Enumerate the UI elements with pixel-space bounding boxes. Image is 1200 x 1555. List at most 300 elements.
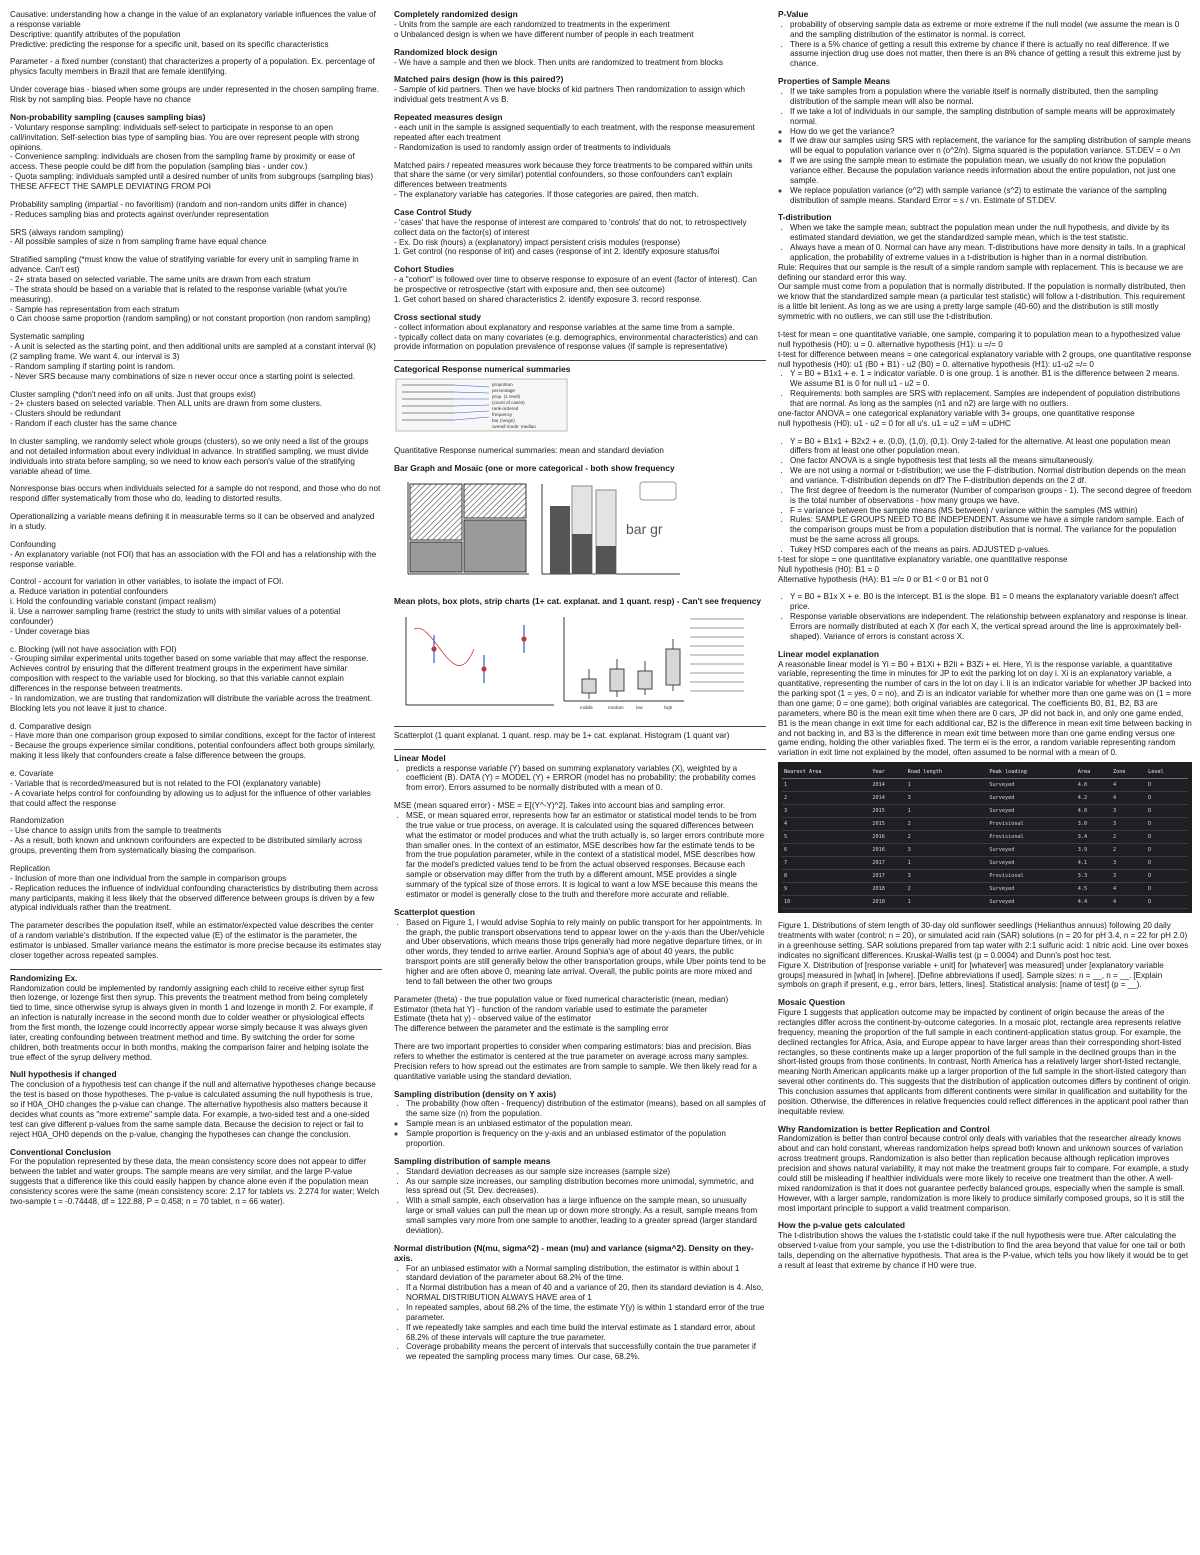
note-line: Figure 1 suggests that application outcome may be impacted by continent of origin because the areas of the rectangles differ across the continent-by-outcome categories. In a mosaic plot, rectangle area represents relative frequency, meaning the proportion of the full sample in each continent-application status group. For example, the declined rectangles for Africa, Asia, and Europe appear to have larger areas than their corresponding short-listed rectangles, so these continents make up a larger proportion of the full sample in the declined groups than in the short-listed groups from those continents. In contrast, North America has a relatively larger short-listed rectangle, meaning North American applicants make up a larger proportion of the full sample in the short-listed category than several other continents do. This suggests that the distribution of application outcomes differs by continent of origin. This conclusion assumes that applicants from different continents were similar in qualification and suitability for the position. Otherwise, the differences in relative frequencies could reflect differences in the applicant pool rather than inequitable review. xyxy=(778,1008,1193,1116)
bullet-item: • Coverage probability means the percent of intervals that successfully contain the true parameter if we repeated the sampling process many times. Our case, 68.2%. xyxy=(406,1342,766,1362)
note-line: The conclusion of a hypothesis test can change if the null and alternative hypotheses change because the test is based on those hypotheses. The p-value is calculated assuming the null hypothesis is true, so if H0A_OH0 changes the p-value can change. The alternative hypothesis also matters because it decides what counts as "more extreme" sample data. For example, a two-sided test and a one-sided test can give different p-values from the same sample data. Because the decision to reject or fail to reject H0A_OH0 depends on the p-value, changing the hypotheses can change the conclusion. xyxy=(10,1080,379,1139)
section-heading: Mosaic Question xyxy=(778,997,846,1008)
note-line: e. Covariate xyxy=(10,769,54,779)
note-section xyxy=(394,113,766,152)
table-cell: Surveyed xyxy=(987,896,1075,909)
table-row xyxy=(782,805,1188,818)
table-cell: D xyxy=(1146,831,1188,844)
note-line: - Replication reduces the influence of individual confounding characteristics by distributing them across many participants, making it less likely that the observed difference between groups is driven by a few atypical individuals rather than the treatment. xyxy=(10,883,381,913)
note-line: null hypothesis (H0): u1 (B0 + B1) - u2 (B0) = 0. alternative hypothesis (H1): u1-u2 =/= 0 xyxy=(778,359,1094,369)
bullet-item: • Y = B0 + B1x1 + B2x2 + e. (0,0), (1,0), (0,1). Only 2-tailed for the alternative. At least one population mean differs from at least one other population mean. xyxy=(790,437,1192,457)
note-section xyxy=(10,512,382,532)
bullet-list xyxy=(778,87,1192,126)
note-line: Scatterplot (1 quant explanat. 1 quant. resp. may be 1+ cat. explanat. Histogram (1 quant var) xyxy=(394,730,730,740)
note-line: Under coverage bias - biased when some groups are under represented in the chosen sampling frame. Risk by not sampling bias. People have no chance xyxy=(10,85,382,105)
table-cell: 4 xyxy=(1111,896,1146,909)
data-table-head xyxy=(782,766,1188,779)
table-cell: 8 xyxy=(782,870,870,883)
note-section xyxy=(394,313,766,352)
note-line: Descriptive: quantify attributes of the population xyxy=(10,29,181,39)
table-cell: Surveyed xyxy=(987,779,1075,792)
bullet-item: • If we take samples from a population where the variable itself is normally distributed, then the sampling distribution of the sample mean will also be normal. xyxy=(790,87,1192,107)
note-line: - Under coverage bias xyxy=(10,626,90,636)
box-category-label: middle xyxy=(580,704,593,710)
bullet-item: • For an unbiased estimator with a Normal sampling distribution, the estimator is within about 1 standard deviation of the parameter about 68.2% of the time. xyxy=(406,1264,766,1284)
table-cell: D xyxy=(1146,883,1188,896)
box xyxy=(582,679,596,693)
note-line: MSE (mean squared error) - MSE = E[(Y^-Y)^2]. Takes into account bias and sampling error. xyxy=(394,801,726,811)
note-section xyxy=(10,1148,382,1207)
note-section xyxy=(10,437,382,476)
table-cell: 1 xyxy=(906,857,988,870)
section-divider xyxy=(394,749,766,750)
note-line: - Quota sampling: individuals sampled until a desired number of units from subgroups (sampling bias) xyxy=(10,172,374,182)
table-cell: 1 xyxy=(906,805,988,818)
note-section xyxy=(778,1125,1192,1214)
bullet-list xyxy=(394,1167,766,1236)
note-line: - Ex. Do risk (hours) a (explanatory) impact persistent crisis modules (response) xyxy=(394,237,681,247)
table-cell: 2 xyxy=(782,792,870,805)
figure-label: (count of cases) xyxy=(492,400,525,406)
table-cell: 3 xyxy=(906,870,988,883)
table-cell: 3 xyxy=(1111,870,1146,883)
box-category-label: high xyxy=(664,704,673,710)
note-line: - Use chance to assign units from the sample to treatments xyxy=(10,826,222,836)
table-cell: Surveyed xyxy=(987,883,1075,896)
section-heading: Properties of Sample Means xyxy=(778,76,891,87)
table-cell: Provisional xyxy=(987,870,1075,883)
note-line: - 2+ strata based on selected variable. The same units are drawn from each stratum xyxy=(10,274,311,284)
note-line: - Because the groups experience similar conditions, potential confounders affect both groups similarly, making it less likely that confounders create a false difference between the groups. xyxy=(10,741,378,761)
section-heading: Scatterplot question xyxy=(394,906,475,917)
section-divider xyxy=(10,969,382,970)
table-cell: D xyxy=(1146,844,1188,857)
table-cell: 3 xyxy=(1111,805,1146,818)
table-cell: D xyxy=(1146,896,1188,909)
table-cell: 3 xyxy=(906,844,988,857)
note-line: - Randomization is used to randomly assign order of treatments to individuals xyxy=(394,142,671,152)
table-row xyxy=(782,883,1188,896)
mosaic-tile xyxy=(410,542,462,572)
note-line: - An explanatory variable (not FOI) that has an association with the FOI and has a relationship with the response variable. xyxy=(10,549,379,569)
legend-box xyxy=(640,482,676,500)
note-line: The difference between the parameter and the estimate is the sampling error xyxy=(394,1024,669,1034)
note-section xyxy=(10,228,382,248)
table-row xyxy=(782,818,1188,831)
note-section xyxy=(10,577,382,636)
note-section xyxy=(10,390,382,429)
bullet-list xyxy=(394,764,766,794)
table-cell: 2016 xyxy=(870,831,905,844)
bullet-list xyxy=(778,20,1192,69)
note-line: - Voluntary response sampling: individuals self-select to participate in response to an open call/invitation. Self-selection bias type of sampling bias. You are over represent people with strong opinions. xyxy=(10,122,362,152)
table-row xyxy=(782,896,1188,909)
figure-container xyxy=(394,609,766,718)
table-cell: 2 xyxy=(906,831,988,844)
table-cell: 6 xyxy=(782,844,870,857)
note-section xyxy=(10,974,382,1063)
figure-container xyxy=(778,762,1192,913)
table-cell: Surveyed xyxy=(987,844,1075,857)
table-cell: 2018 xyxy=(870,883,905,896)
table-cell: 2 xyxy=(1111,831,1146,844)
mean-point xyxy=(431,646,436,651)
figure-label: rank-ordered xyxy=(492,406,519,412)
note-section xyxy=(10,645,382,714)
note-line: Estimate (theta hat y) - observed value of the estimator xyxy=(394,1014,592,1024)
bullet-item: • The probability (how often - frequency) distribution of the estimator (means), based on all samples of the same size (n) from the population. xyxy=(406,1099,766,1119)
note-line: o Unbalanced design is when we have different number of people in each treatment xyxy=(394,29,694,39)
note-line: - Variable that is recorded/measured but is not related to the FOI (explanatory variable) xyxy=(10,778,321,788)
note-section xyxy=(394,754,766,793)
table-cell: 2018 xyxy=(870,896,905,909)
note-line: - Never SRS because many combinations of size n never occur once a starting point is selected. xyxy=(10,371,356,381)
note-section xyxy=(10,85,382,105)
bullet-item: • As our sample size increases, our sampling distribution becomes more unimodal, symmetric, and less spread out (St. Dev. decreases). xyxy=(406,1177,766,1197)
note-line: - 2+ clusters based on selected variable. Then ALL units are drawn from some clusters. xyxy=(10,399,322,409)
note-section xyxy=(394,1042,766,1081)
bullet-item: • Based on Figure 1, I would advise Sophia to rely mainly on public transport for her appointments. In the graph, the public transport observations tend to appear lower on the y-axis than the Uber/vehicle and Uber observations, which means those trips generally had more negative departure times, or in other words, they tended to arrive earlier. Around Sophia's age of about 40 years, the public transport points are still generally below the other transportation groups, while Uber points tend to be higher and are often above 0, meaning late arrival. Overall, the public points are more mixed and tend to fall between the other two groups xyxy=(406,918,766,987)
note-line: - The explanatory variable has categories. If those categories are paired, then match. xyxy=(394,190,699,200)
bullet-item: • One factor ANOVA is a single hypothesis test that tests all the means simultaneously. xyxy=(790,456,1192,466)
sub-bullet-item: ◦ We replace population variance (o^2) with sample variance (s^2) to estimate the variance of the sampling distribution of sample means. Standard Error = s / vn. Estimate of ST.DEV. xyxy=(790,186,1192,206)
section-heading: Randomizing Ex. xyxy=(10,972,78,983)
table-cell: D xyxy=(1146,805,1188,818)
note-line: Alternative hypothesis (HA): B1 =/= 0 or B1 < 0 or B1 not 0 xyxy=(778,574,989,584)
note-line: Replication xyxy=(10,863,51,873)
table-cell: 3 xyxy=(1111,818,1146,831)
note-line: i. Hold the confounding variable constant (impact realism) xyxy=(10,597,217,607)
note-line: Causative: understanding how a change in the value of an explanatory variable influences the value of a response variable xyxy=(10,10,379,29)
section-heading: Case Control Study xyxy=(394,206,472,217)
note-section xyxy=(394,908,766,987)
note-line: Figure X. Distribution of [response variable + unit] for [whatever] was measured] under [explanatory variable groups] measured in [what] in [where]. [Define abbreviations if used]. Sample sizes: n = __, n = __. [Explain symbols on graph if present, e.g., error bars, letters, lines]. Statistical analysis: [name of test] (p = __). xyxy=(778,960,1167,990)
table-cell: 4.0 xyxy=(1076,779,1111,792)
section-heading: T-distribution xyxy=(778,212,832,223)
table-cell: D xyxy=(1146,870,1188,883)
table-cell: 2015 xyxy=(870,805,905,818)
note-section xyxy=(10,113,382,192)
note-section xyxy=(778,10,1192,69)
note-line: - All possible samples of size n from sampling frame have equal chance xyxy=(10,237,267,247)
note-line: - A covariate helps control for confounding by allowing us to adjust for the influence of other variables that could affect the response xyxy=(10,788,374,808)
bullet-item: • Y = B0 + B1x X + e. B0 is the intercept. B1 is the slope. B1 = 0 means the explanatory variable doesn't affect price. xyxy=(790,592,1192,612)
table-cell: 10 xyxy=(782,896,870,909)
note-section xyxy=(394,1090,766,1149)
figure-container xyxy=(394,377,766,438)
note-line: - Units from the sample are each randomized to treatments in the experiment xyxy=(394,19,670,29)
data-table-body xyxy=(782,779,1188,909)
note-line: Probability sampling (impartial - no favoritism) (random and non-random units differ in chance) xyxy=(10,199,347,209)
note-section xyxy=(394,1157,766,1236)
data-table-header-cell: Area xyxy=(1076,766,1111,779)
note-line: - In randomization, we are trusting that randomization will distribute the variable across the treatment. Blocking lets you not leave it just to chance. xyxy=(10,693,375,713)
table-cell: 2 xyxy=(906,818,988,831)
data-table-header-cell: Year xyxy=(870,766,905,779)
note-line: - Have more than one comparison group exposed to similar conditions, except for the factor of interest xyxy=(10,731,376,741)
mosaic-tile xyxy=(464,484,526,518)
table-cell: Surveyed xyxy=(987,857,1075,870)
note-section xyxy=(10,816,382,855)
data-table-screenshot xyxy=(778,762,1192,913)
table-cell: 7 xyxy=(782,857,870,870)
figure-label: proportion xyxy=(492,382,513,388)
sub-bullet-item: ◦ If we are using the sample mean to estimate the population mean, we usually do not know the population variance either. Because the population variance needs information about the entire population, not just one sample. xyxy=(790,156,1192,186)
note-section xyxy=(10,484,382,504)
note-line: Parameter - a fixed number (constant) that characterizes a property of a population. Ex. percentage of physics faculty members in Brazil that are female identifying. xyxy=(10,57,378,77)
note-section xyxy=(778,437,1192,585)
note-line: - 'cases' that have the response of interest are compared to 'controls' that do not, to retrospectively collect data on the factor(s) of interest xyxy=(394,217,749,237)
note-line: - Sample has representation from each stratum xyxy=(10,304,180,314)
table-cell: Surveyed xyxy=(987,792,1075,805)
sub-bullet-list xyxy=(394,1119,766,1149)
bullet-item: • Standard deviation decreases as our sample size increases (sample size) xyxy=(406,1167,766,1177)
note-line: a. Reduce variation in potential confounders xyxy=(10,587,168,597)
figure-label: prop. (1 level) xyxy=(492,394,521,400)
table-cell: D xyxy=(1146,818,1188,831)
mosaic-tile xyxy=(410,484,462,540)
table-cell: 4 xyxy=(1111,883,1146,896)
note-section xyxy=(394,75,766,105)
data-table-header-cell: Road length xyxy=(906,766,988,779)
note-line: Randomization could be implemented by randomly assigning each child to receive either syrup first then lozenge, or lozenge first then syrup. This prevents the treatment method from being completely tied to time, since otherwise syrup is always given in month 1 and lozenge in month 2. For example, if an infection is naturally increase in the second month due to colder weather or physiological effects from the first month, the lozenge could incorrectly appear worse simply because it was always given later, creating confounding between treatment method and time. By switching the order for some children, both treatments occur in both months, making the comparison fairer and helping isolate the true effect of the syrup delivery method. xyxy=(10,983,376,1062)
table-row xyxy=(782,844,1188,857)
bullet-item: • We are not using a normal or t-distribution; we use the F-distribution. Normal distribution depends on the mean and variance. T-distribution depends on df? The F-distribution depends on the 2 df. xyxy=(790,466,1192,486)
note-section xyxy=(10,864,382,913)
note-section xyxy=(10,540,382,570)
section-heading: Non-probability sampling (causes sampling bias) xyxy=(10,111,206,122)
note-section xyxy=(394,161,766,200)
note-section xyxy=(778,77,1192,205)
section-heading: Cross sectional study xyxy=(394,311,482,322)
section-heading: Mean plots, box plots, strip charts (1+ cat. explanat. and 1 quant. resp) - Can't see frequency xyxy=(394,595,762,606)
bullet-item: • Rules: SAMPLE GROUPS NEED TO BE INDEPENDENT. Assume we have a simple random sample. Each of the comparison groups must be from a population distribution that is normal. The variance for the population must be the same across all groups. xyxy=(790,515,1192,545)
bullet-list xyxy=(394,811,766,900)
note-section xyxy=(778,1221,1192,1270)
note-line: Randomization xyxy=(10,816,64,826)
table-cell: 4.5 xyxy=(1076,883,1111,896)
table-cell: 3 xyxy=(1111,857,1146,870)
note-line: null hypothesis (H0): u = 0. alternative hypothesis (H1): u =/= 0 xyxy=(778,339,1003,349)
note-line: - collect information about explanatory and response variables at the same time from a sample. xyxy=(394,322,735,332)
note-line: 1. Get cohort based on shared characteristics 2. identify exposure 3. record response. xyxy=(394,294,702,304)
table-cell: 1 xyxy=(782,779,870,792)
table-cell: 3 xyxy=(782,805,870,818)
note-line: Rule: Requires that our sample is the result of a simple random sample with replacement. This is because we are defining our standard error this way. xyxy=(778,262,1186,282)
bullet-list xyxy=(394,918,766,987)
data-table xyxy=(782,766,1188,909)
sub-bullet-item: ◦ Sample proportion is frequency on the y-axis and an unbiased estimator of the population proportion. xyxy=(406,1129,766,1149)
note-section xyxy=(10,332,382,381)
table-cell: 3 xyxy=(906,792,988,805)
column-3 xyxy=(778,9,1195,1555)
note-section xyxy=(10,10,382,49)
box xyxy=(610,669,624,691)
mosaic-and-bar-figure xyxy=(394,476,684,584)
bullet-item: • Y = B0 + B1x1 + e. 1 = indicator variable. 0 is one group. 1 is another. B1 is the difference between 2 means. We assume B1 is 0 for null u1 - u2 = 0. xyxy=(790,369,1192,389)
note-line: ii. Use a narrower sampling frame (restrict the study to units with similar values of a potential confounder) xyxy=(10,607,343,626)
section-heading: Why Randomization is better Replication and Control xyxy=(778,1123,990,1134)
note-line: Nonresponse bias occurs when individuals selected for a sample do not respond, and those who do not respond differ systematically from those who do, leading to distorted results. xyxy=(10,484,383,504)
column-1 xyxy=(10,10,382,1555)
section-heading: Null hypothesis if changed xyxy=(10,1069,117,1080)
table-cell: 1 xyxy=(906,896,988,909)
note-section xyxy=(394,10,766,40)
table-row xyxy=(782,831,1188,844)
sub-bullet-item: ◦ Sample mean is an unbiased estimator of the population mean. xyxy=(406,1119,766,1129)
bullet-item: • Requirements: both samples are SRS with replacement. Samples are independent of population distributions that are normal. As long as the samples (n1 and n2) are large with no outliers. xyxy=(790,389,1192,409)
note-line: THESE AFFECT THE SAMPLE DEVIATING FROM POI xyxy=(10,181,212,191)
note-section xyxy=(10,200,382,220)
note-line: For the population represented by these data, the mean consistency score does not appear to differ between the tablet and water groups. The sample means are very similar, and the large P-value suggests that a difference like this could easily happen by chance alone even if the population mean consistency scores were the same (mean consistency score: 2.17 for tablets vs. 2.274 for water; Welch two-sample t = -0.74448, df = 122.88, P = 0.458; n = 70 tablet, n = 66 water). xyxy=(10,1157,382,1206)
note-line: SRS (always random sampling) xyxy=(10,227,124,237)
figure-label: overall mode: median xyxy=(492,424,536,430)
figure-label: bar (range) xyxy=(492,418,515,424)
note-line: Matched pairs / repeated measures work because they force treatments to be compared within units that share the same (or very similar) potential confounders, so those confounders can't explain differences between treatments xyxy=(394,160,755,190)
data-table-header-cell: Peak loading xyxy=(987,766,1075,779)
figure-label: frequency xyxy=(492,412,513,418)
note-section xyxy=(10,769,382,808)
section-heading: Categorical Response numerical summaries xyxy=(394,364,571,375)
note-line: - Convenience sampling: individuals are chosen from the sampling frame by proximity or ease of access. These people could be diff from the population (sampling bias - under cov.) xyxy=(10,152,357,172)
section-heading: Normal distribution (N(mu, sigma^2) - mean (mu) and variance (sigma^2). Density on they-axis. xyxy=(394,1242,754,1263)
bar xyxy=(572,534,592,574)
bar-graph-scribble: bar gr xyxy=(626,520,663,537)
table-cell: 1 xyxy=(906,779,988,792)
box-and-mean-plot-figure xyxy=(394,609,754,713)
section-heading: Conventional Conclusion xyxy=(10,1146,111,1157)
note-line: c. Blocking (will not have association with FOI) xyxy=(10,644,177,654)
note-line: - Inclusion of more than one individual from the sample in comparison groups xyxy=(10,873,287,883)
table-cell: 9 xyxy=(782,883,870,896)
bullet-item: • If we take a lot of individuals in our sample, the sampling distribution of sample means will be approximately normal. xyxy=(790,107,1192,127)
bullet-list xyxy=(778,369,1192,408)
note-line: 1. Get control (no response of int) and cases (response of int 2. Identify exposure status/foi xyxy=(394,247,720,257)
section-heading: P-Value xyxy=(778,9,809,19)
section-heading: Matched pairs design (how is this paired?) xyxy=(394,74,564,85)
note-section xyxy=(394,995,766,1034)
figure-container xyxy=(394,476,766,589)
note-line: - Random if each cluster has the same chance xyxy=(10,419,177,429)
table-row xyxy=(782,857,1188,870)
note-section xyxy=(394,1244,766,1362)
table-cell: 4 xyxy=(782,818,870,831)
table-cell: D xyxy=(1146,792,1188,805)
note-section xyxy=(394,731,766,741)
column-2 xyxy=(394,10,766,1555)
mean-point xyxy=(521,636,526,641)
bullet-list xyxy=(394,1264,766,1363)
table-cell: 2016 xyxy=(870,844,905,857)
note-line: - Clusters should be redundant xyxy=(10,409,121,419)
table-cell: D xyxy=(1146,857,1188,870)
note-line: - each unit in the sample is assigned sequentially to each treatment, with the response measurement repeated after each treatment xyxy=(394,122,758,142)
bullet-item: • With a small sample, each observation has a large influence on the sample mean, so unusually large or small values can pull the mean up or down more strongly. As a result, sample means from small samples vary more from one sample to another, leading to a greater spread (larger standard deviation). xyxy=(406,1196,766,1235)
section-heading: Randomized block design xyxy=(394,46,498,57)
categorical-summary-figure xyxy=(394,377,569,433)
section-divider xyxy=(394,360,766,361)
note-line: Control - account for variation in other variables, to isolate the impact of FOI. xyxy=(10,577,284,587)
note-section xyxy=(394,446,766,456)
table-cell: 4.2 xyxy=(1076,792,1111,805)
note-line: Parameter (theta) - the true population value or fixed numerical characteristic (mean, median) xyxy=(394,994,729,1004)
bullet-list xyxy=(778,592,1192,641)
section-heading: Sampling distribution (density on Y axis) xyxy=(394,1088,557,1099)
bullet-item: • F = variance between the sample means (MS between) / variance within the samples (MS within) xyxy=(790,506,1192,516)
table-cell: Surveyed xyxy=(987,805,1075,818)
bullet-item: • If we repeatedly take samples and each time build the interval estimate as 1 standard error, about 68.2% of these intervals will capture the true parameter. xyxy=(406,1323,766,1343)
bullet-item: • predicts a response variable (Y) based on summing explanatory variables (X), weighted by a coefficient (B). DATA (Y) = MODEL (Y) + ERROR (model has no probability; the probability comes from error). Errors assumed to be normally distributed with a mean of 0. xyxy=(406,764,766,794)
note-section xyxy=(10,255,382,324)
bullet-item: • There is a 5% chance of getting a result this extreme by chance if there is actually no real difference. If we assume injection drug use does not matter, then there is an 8% chance of getting a result this extreme just by chance. xyxy=(790,40,1192,70)
note-line: t-test for mean = one quantitative variable, one sample, comparing it to population mean to a hypothesized value xyxy=(778,329,1181,339)
section-heading: Linear model explanation xyxy=(778,648,879,659)
figure-label: percentage xyxy=(492,388,515,394)
note-line: Operationalizing a variable means defining it in measurable terms so it can be observed and analyzed in a study. xyxy=(10,512,377,531)
note-line: A reasonable linear model is Yi = B0 + B1Xi + B2Ii + B3Zi + ei. Here, Yi is the response variable, a quantitative variable, representing the time in minutes for JP to exit the parking lot on day i. Xi is an explanatory variable, a quantitative, representing the number of cars in the lot on day i. Ii is an indicator variable for whether JP backed into the parking spot (1 = yes, 0 = no), and Zi is an indicator variable for whether more than one game was on (1 = more than one game; 0 = one game); both original variables are categorical. The coefficients B0, B1, B2, B3 are parameters, where B0 is the mean exit time when there are 0 cars, JP did not back in, and only one game ended, B1 is the mean change in exit time for each additional car, B2 is the difference in mean exit time between backing in and not backing in, and B3 is the difference in mean exit time between more than one game ending versus one game ending, holding the other variables fixed. The term ei is the error, a random variable representing random variation in exit time not explained by the model, often assumed to be normal with a mean of 0. xyxy=(778,659,1195,758)
mosaic-tile xyxy=(464,520,526,572)
table-cell: 2 xyxy=(1111,844,1146,857)
note-section xyxy=(10,1070,382,1139)
bullet-item: • Tukey HSD compares each of the means as pairs. ADJUSTED p-values. xyxy=(790,545,1192,555)
data-table-header-cell: Zone xyxy=(1111,766,1146,779)
table-cell: 3.3 xyxy=(1076,870,1111,883)
note-line: In cluster sampling, we randomly select whole groups (clusters), so we only need a list of the groups and not detailed information about every individual in advance. In stratified sampling, we must divide individuals into strata before sampling, so we need to know each person's value of the stratifying variable ahead of time. xyxy=(10,436,371,476)
note-line: Null hypothesis (H0): B1 = 0 xyxy=(778,564,879,574)
note-line: Quantitative Response numerical summaries: mean and standard deviation xyxy=(394,446,664,456)
note-section xyxy=(10,722,382,761)
table-row xyxy=(782,792,1188,805)
bullet-item: • MSE, or mean squared error, represents how far an estimator or statistical model tends to be from the true value or true process, on average. It is calculated using the squared differences between what the estimator or model produces and what the truth actually is, so larger errors contribute more than smaller ones. In the context of an estimator, MSE describes how far the estimate tends to be from the true population parameter, while in the context of a statistical model, MSE describes how far the model's predicted values tend to be from the actual observed responses. Because each sample or observation may differ from the truth by a different amount, MSE provides a single summary of the typical size of those errors. It is logical to want a low MSE because this means the estimator or model is generally close to the truth and therefore more accurate and reliable. xyxy=(406,811,766,900)
section-heading: Sampling distribution of sample means xyxy=(394,1155,551,1166)
note-line: o Can choose same proportion (random sampling) or not constant proportion (non random sampling) xyxy=(10,314,371,324)
note-line: - typically collect data on many covariates (e.g. demographics, environmental characteristics) and can provide information on population prevalence of response values (if sample is representative) xyxy=(394,332,761,352)
box-category-label: medium xyxy=(608,704,624,710)
sub-bullet-item: ◦ How do we get the variance? xyxy=(790,127,1192,137)
note-line: - a "cohort" is followed over time to observe response to exposure of an event (factor of interest). Can be prospective or retrospective (start with exposure and, then see outcome) xyxy=(394,275,760,295)
section-heading: Bar Graph and Mosaic (one or more categorical - both show frequency xyxy=(394,463,675,474)
note-line: - Random sampling if starting point is random. xyxy=(10,361,176,371)
note-line: Confounding xyxy=(10,539,56,549)
note-line: null hypothesis (H0): u1 - u2 = 0 for all u's. u1 = u2 = uM = uDHC xyxy=(778,418,1011,428)
table-cell: Provisional xyxy=(987,818,1075,831)
table-cell: 2017 xyxy=(870,870,905,883)
data-table-header-row xyxy=(782,766,1188,779)
note-section xyxy=(394,48,766,68)
table-row xyxy=(782,870,1188,883)
note-section xyxy=(778,213,1192,322)
bar xyxy=(550,506,570,574)
note-section xyxy=(778,592,1192,641)
note-line: - We have a sample and then we block. Then units are randomized to treatment from blocks xyxy=(394,57,724,67)
bullet-item: • Response variable observations are independent. The relationship between explanatory and response is linear. Errors are normally distributed at each X (for each X, the vertical spread around the line is approximately bell-shaped). Variance of errors is constant across X. xyxy=(790,612,1192,642)
table-cell: 3.4 xyxy=(1076,831,1111,844)
note-line: Cluster sampling (*don't need info on all units. Just that groups exist) xyxy=(10,389,256,399)
section-heading: Linear Model xyxy=(394,752,446,763)
note-line: - Grouping similar experimental units together based on some variable that may affect the response. Achieves control by ensuring that the different treatment groups in the experiment have similar composition with respect to the variable used for blocking, so that this variable cannot explain differences in the response between treatments. xyxy=(10,654,371,694)
table-cell: 2017 xyxy=(870,857,905,870)
table-cell: 2 xyxy=(906,883,988,896)
note-line: Stratified sampling (*must know the value of stratifying variable for every unit in sampling frame in advance. Can't est) xyxy=(10,255,361,275)
bullet-item: • In repeated samples, about 68.2% of the time, the estimate Y(y) is within 1 standard error of the true parameter. xyxy=(406,1303,766,1323)
bullet-item: • probability of observing sample data as extreme or more extreme if the null model (we assume the mean is 0 and the sampling distribution of the estimator is normal. is correct. xyxy=(790,20,1192,40)
table-cell: 2014 xyxy=(870,779,905,792)
box-category-label: low xyxy=(636,704,643,710)
note-line: There are two important properties to consider when comparing estimators: bias and precision. Bias refers to whether the estimator is centered at the true parameter on average across many samples. Precision refers to how spread out the estimates are from sample to sample. We then likely read for a quantitative variable using the standard deviation. xyxy=(394,1042,760,1081)
bullet-list xyxy=(778,223,1192,262)
box xyxy=(638,671,652,689)
note-section xyxy=(778,998,1192,1116)
